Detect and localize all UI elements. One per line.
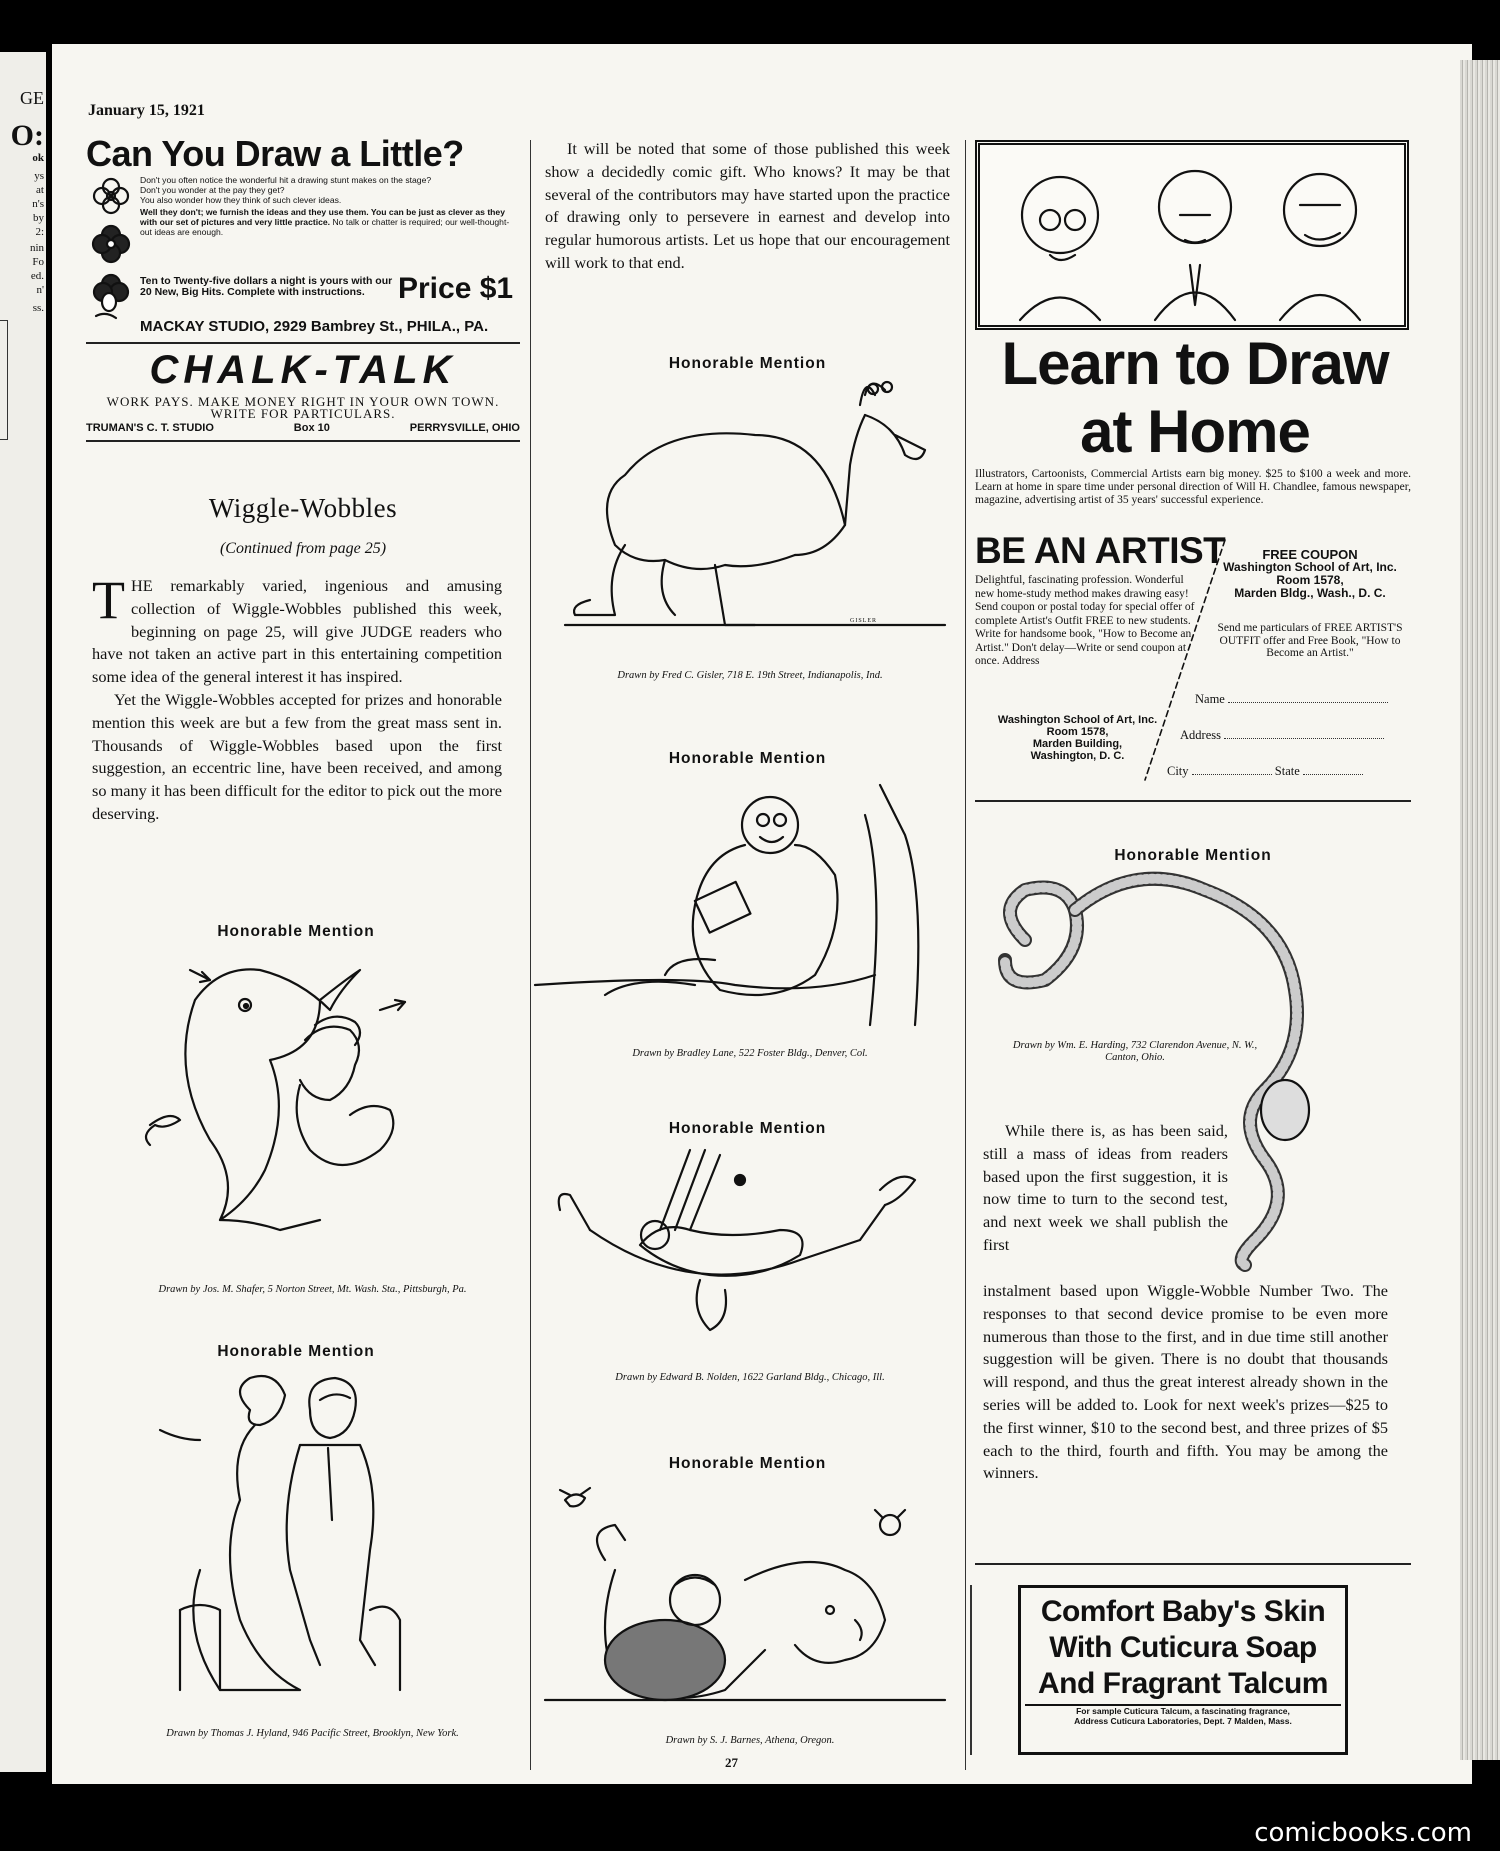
drawing-credit: Drawn by Bradley Lane, 522 Foster Bldg., Denver, Col. xyxy=(632,1048,868,1059)
divider xyxy=(970,1585,972,1755)
chalk-studio: TRUMAN'S C. T. STUDIO xyxy=(86,422,214,434)
facing-page-edge xyxy=(0,52,46,1772)
fish-and-woman-drawing xyxy=(150,950,470,1250)
fragment: O: xyxy=(10,119,44,152)
ad-price: Price $1 xyxy=(398,272,514,305)
coupon-city-field[interactable] xyxy=(1167,764,1363,779)
city-line xyxy=(1192,774,1272,775)
article-paragraph: While there is, as has been said, still a mass of ideas from readers based upon the first suggestion, it is now time to turn to the second test, and next week we shall publish the first xyxy=(983,1121,1228,1254)
fragment: ok xyxy=(32,152,44,164)
watermark: comicbooks.com xyxy=(1254,1818,1472,1848)
school-room: Room 1578, xyxy=(1046,726,1109,738)
drawing-credit: Drawn by S. J. Barnes, Athena, Oregon. xyxy=(665,1735,835,1746)
page-edge-mark xyxy=(0,320,8,440)
fragment: n' xyxy=(36,284,44,296)
ad-offer: Ten to Twenty-five dollars a night is yours with our 20 New, Big Hits. Complete with instructions. xyxy=(140,275,393,298)
issue-date: January 15, 1921 xyxy=(88,102,205,119)
drawing-credit: Drawn by Edward B. Nolden, 1622 Garland Bldg., Chicago, Ill. xyxy=(615,1372,885,1383)
page-stack-edge xyxy=(1460,60,1500,1760)
learn-to-draw-title xyxy=(975,330,1415,466)
article-body xyxy=(92,570,502,826)
coupon-text: Send me particulars of FREE ARTIST'S OUTFIT offer and Free Book, "How to Become an Artist." xyxy=(1217,622,1403,659)
camel-creature-drawing xyxy=(565,375,945,655)
school-building: Marden Building, xyxy=(1032,738,1123,750)
honorable-mention-label: Honorable Mention xyxy=(668,355,827,372)
ad-plain-text: No talk or chatter is required; our well-thought-out ideas are enough. xyxy=(140,217,510,237)
artist-description: Delightful, fascinating profession. Wonderful new home-study method makes drawing easy! Send coupon or postal today for special offer of complete Artist's Outfit FREE to new students. Write for handsome book, "How to Become an Artist." Don't delay—Write or send coupon at once. Address xyxy=(975,574,1195,667)
drawing-credit: Drawn by Wm. E. Harding, 732 Clarendon Avenue, N. W., Canton, Ohio. xyxy=(1012,1040,1258,1063)
learn-title-line2: at Home xyxy=(1080,398,1310,465)
article-title: Wiggle-Wobbles xyxy=(208,493,398,523)
ad-body xyxy=(140,175,520,237)
cuticura-small: Address Cuticura Laboratories, Dept. 7 Malden, Mass. xyxy=(1074,1716,1292,1726)
ad-headline: Can You Draw a Little? xyxy=(86,133,464,174)
drawing-credit: Drawn by Thomas J. Hyland, 946 Pacific Street, Brooklyn, New York. xyxy=(166,1728,459,1739)
honorable-mention-label: Honorable Mention xyxy=(217,923,375,940)
coupon-address-field[interactable] xyxy=(1180,728,1384,743)
cuticura-ad xyxy=(1018,1585,1348,1755)
column-rule xyxy=(530,140,531,1770)
cartoon-heads-illustration xyxy=(980,145,1404,325)
fragment: nin xyxy=(29,242,44,254)
honorable-mention-label: Honorable Mention xyxy=(1114,847,1272,864)
sleeping-man-and-cow-drawing xyxy=(545,1480,945,1730)
cuticura-line: Comfort Baby's Skin xyxy=(1040,1595,1326,1628)
fragment: n's xyxy=(32,198,44,210)
monkey-in-tree-drawing xyxy=(535,775,955,1035)
artist-signature: GISLER xyxy=(850,618,877,624)
city-label: City xyxy=(1167,764,1189,778)
learn-description: Illustrators, Cartoonists, Commercial Artists earn big money. $25 to $100 a week and more. Learn at home in spare time under personal direction of Will H. Chandlee, famous newspaper, magazine, advertising artist of 35 years' successful experience. xyxy=(975,468,1411,506)
ad-bold-text: Well they don't; we furnish the ideas and they use them. You can be just as clever as they with our set of pictures and very little practice. No talk or chatter is required; our well-thought-out ideas are enough. xyxy=(140,207,510,237)
column-rule xyxy=(965,140,966,1770)
coupon-title: FREE COUPON xyxy=(1262,547,1358,562)
coupon-bldg: Marden Bldg., Wash., D. C. xyxy=(1234,586,1386,600)
fragment: ss. xyxy=(32,302,44,314)
fragment: by xyxy=(33,212,44,224)
drawing-credit: Drawn by Fred C. Gisler, 718 E. 19th Street, Indianapolis, Ind. xyxy=(617,670,883,681)
chalk-box: Box 10 xyxy=(293,422,330,434)
fragment: ed. xyxy=(30,270,44,282)
divider xyxy=(86,342,520,344)
fragment: GE xyxy=(20,88,44,108)
chalk-talk-address xyxy=(86,422,520,434)
school-city: Washington, D. C. xyxy=(1030,750,1125,762)
fragment: 2: xyxy=(35,226,44,238)
drop-cap: T xyxy=(92,570,125,630)
address-line xyxy=(1224,738,1384,739)
free-coupon[interactable] xyxy=(1210,548,1410,600)
address-label: Address xyxy=(1180,728,1221,742)
be-an-artist-heading: BE AN ARTIST xyxy=(975,530,1226,571)
article-paragraph: instalment based upon Wiggle-Wobble Number Two. The responses to that second device promise to be even more numerous than those to the first, and in due time still another suggestion will be given. There is no doubt that thousands will respond, and thus the great interest already shown in the series will be added to. Look for next week's prizes—$25 to the first winner, $10 to the second best, and three prizes of $5 each to the third, fourth and fifth. You may be among the winners. xyxy=(983,1281,1388,1483)
honorable-mention-label: Honorable Mention xyxy=(668,1455,827,1472)
honorable-mention-label: Honorable Mention xyxy=(668,750,827,767)
cartoon-heads-frame xyxy=(975,140,1409,330)
ad-line: Don't you often notice the wonderful hit a drawing stunt makes on the stage? xyxy=(140,175,432,185)
ad-address: MACKAY STUDIO, 2929 Bambrey St., PHILA., PA. xyxy=(140,318,489,335)
ad-line: You also wonder how they think of such clever ideas. xyxy=(140,195,342,205)
divider xyxy=(975,800,1411,802)
cuticura-line: With Cuticura Soap xyxy=(1049,1631,1317,1664)
fragment: Fo xyxy=(32,256,44,268)
article-continued: (Continued from page 25) xyxy=(219,540,387,557)
chalk-talk-sub: WORK PAYS. MAKE MONEY RIGHT IN YOUR OWN TOWN. WRITE FOR PARTICULARS. xyxy=(106,394,500,421)
honorable-mention-label: Honorable Mention xyxy=(668,1120,827,1137)
article-paragraph: Yet the Wiggle-Wobbles accepted for prizes and honorable mention this week are but a few from the great mass sent in. Thousands of Wiggle-Wobbles based upon the first suggestion, an eccentric line, have been received, and among so many it has been difficult for the editor to pick out the more deserving. xyxy=(92,689,502,823)
fragment: ys xyxy=(34,170,44,182)
divider xyxy=(86,440,520,442)
fragment: at xyxy=(36,184,44,196)
coupon-room: Room 1578, xyxy=(1276,573,1344,587)
chalk-talk-title: CHALK-TALK xyxy=(149,348,457,392)
honorable-mention-label: Honorable Mention xyxy=(217,1343,375,1360)
drawing-credit: Drawn by Jos. M. Shafer, 5 Norton Street, Mt. Wash. Sta., Pittsburgh, Pa. xyxy=(158,1284,467,1295)
hammock-drawing xyxy=(540,1150,940,1350)
state-label: State xyxy=(1274,764,1300,778)
school-name: Washington School of Art, Inc. xyxy=(997,714,1158,726)
state-line xyxy=(1303,774,1363,775)
flower-illustration xyxy=(86,176,136,326)
name-line xyxy=(1228,702,1388,703)
couple-on-bench-drawing xyxy=(160,1370,480,1710)
page-number: 27 xyxy=(725,1755,738,1770)
chalk-city: PERRYSVILLE, OHIO xyxy=(409,422,520,434)
article-paragraph: HE remarkably varied, ingenious and amusing collection of Wiggle-Wobbles published this week, beginning on page 25, will give JUDGE readers who have not taken an active part in this entertaining competition some idea of the general interest it has inspired. xyxy=(92,576,502,687)
cuticura-line: And Fragrant Talcum xyxy=(1025,1666,1341,1706)
article-paragraph: It will be noted that some of those published this week show a decidedly comic gift. Who knows? It may be that several of the contributors may have started upon the practice of drawing only to persevere in earnest and develop into regular humorous artists. Let us hope that our encouragement will work to that end. xyxy=(545,139,950,272)
ad-line: Don't you wonder at the pay they get? xyxy=(140,185,285,195)
learn-title-line1: Learn to Draw xyxy=(1001,330,1389,397)
divider xyxy=(975,1563,1411,1565)
cuticura-small: For sample Cuticura Talcum, a fascinating fragrance, xyxy=(1076,1706,1290,1716)
name-label: Name xyxy=(1195,692,1225,706)
coupon-org: Washington School of Art, Inc. xyxy=(1223,560,1397,574)
coupon-name-field[interactable] xyxy=(1195,692,1388,707)
